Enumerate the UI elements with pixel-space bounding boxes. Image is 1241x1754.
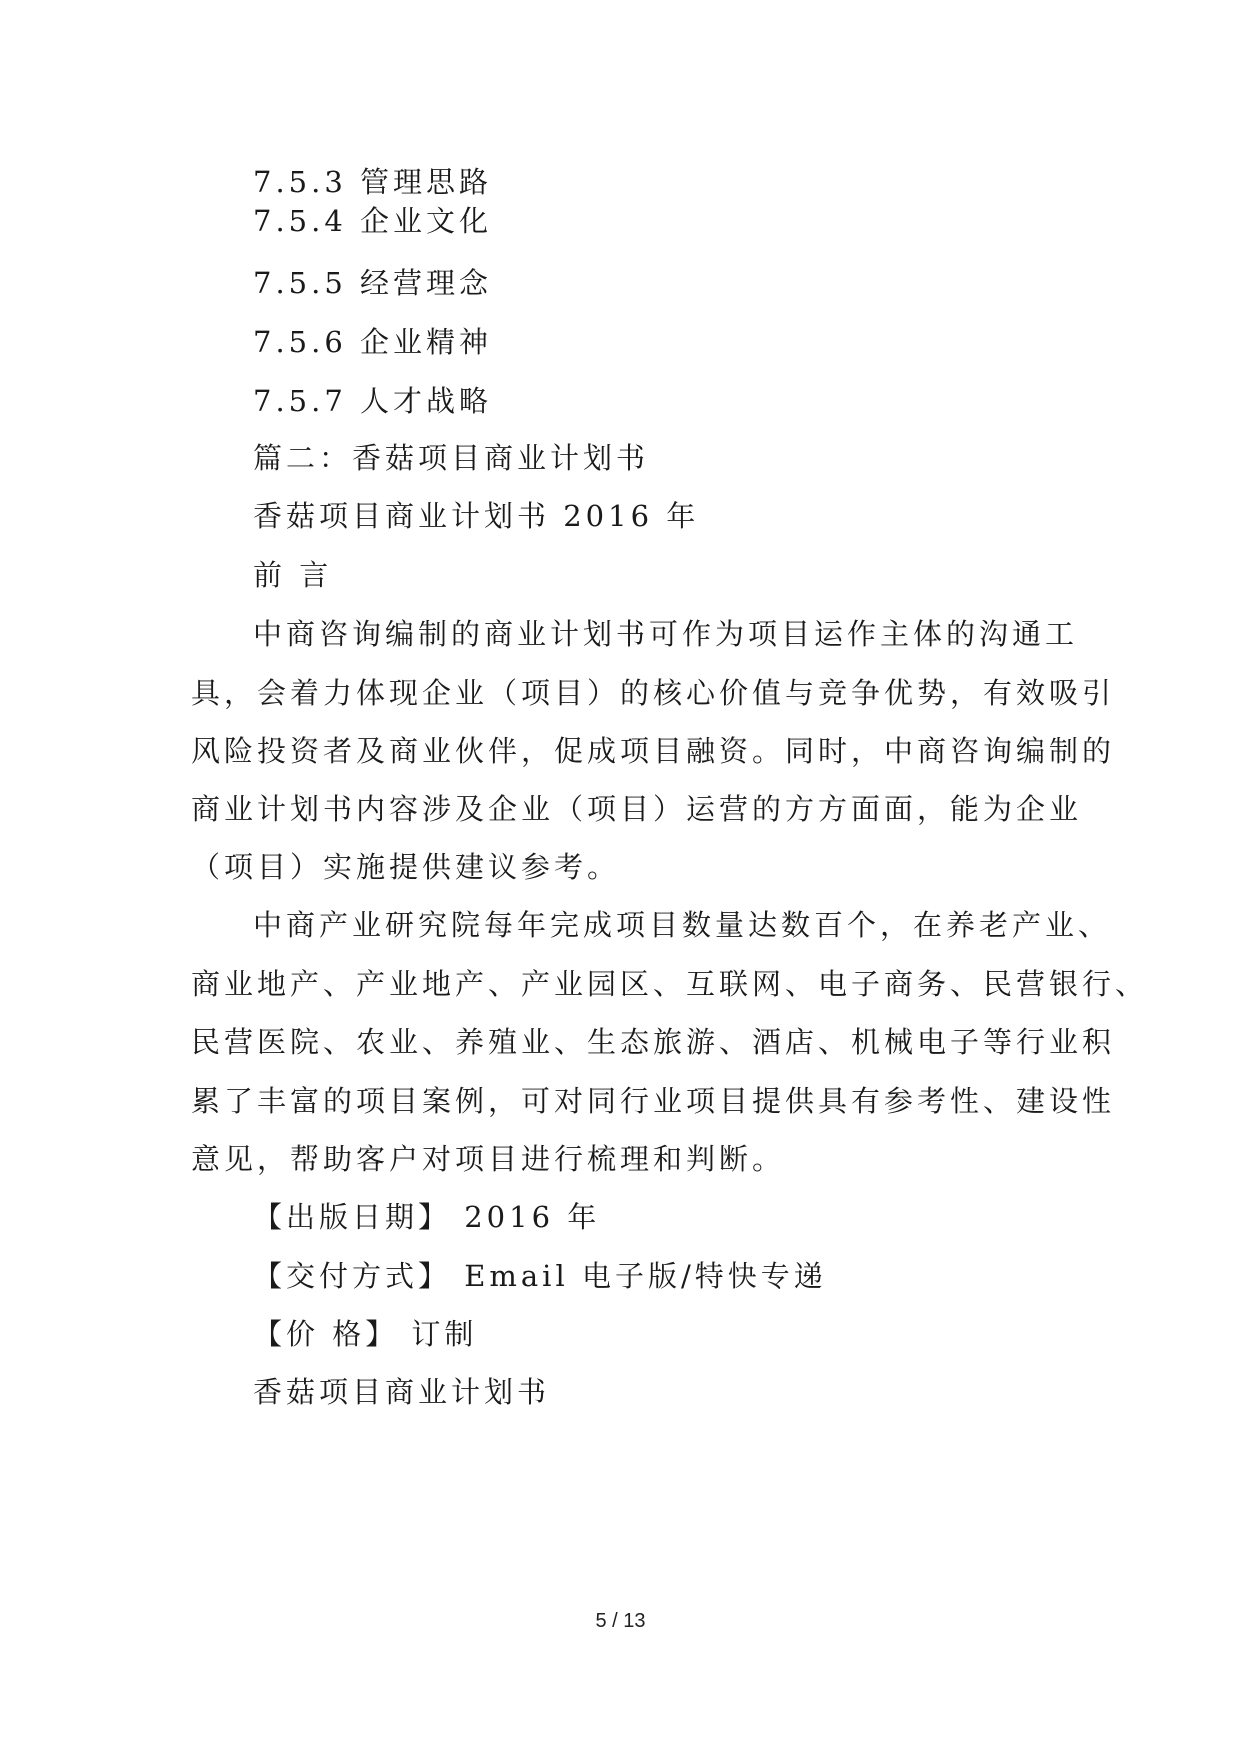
paragraph1-line: 中商咨询编制的商业计划书可作为项目运作主体的沟通工 [253,617,1079,651]
toc-item-7-5-4: 7.5.4 企业文化 [253,204,493,238]
delivery-method: 【交付方式】 Email 电子版/特快专递 [253,1259,827,1293]
paragraph2-line: 民营医院、农业、养殖业、生态旅游、酒店、机械电子等行业积 [191,1025,1116,1059]
toc-item-7-5-3: 7.5.3 管理思路 [253,165,493,199]
paragraph1-line: 风险投资者及商业伙伴，促成项目融资。同时，中商咨询编制的 [191,734,1116,768]
paragraph2-line: 商业地产、产业地产、产业园区、互联网、电子商务、民营银行、 [191,967,1149,1001]
paragraph2-line: 中商产业研究院每年完成项目数量达数百个，在养老产业、 [253,908,1112,942]
toc-item-7-5-5: 7.5.5 经营理念 [253,266,493,300]
section-heading: 篇二：香菇项目商业计划书 [253,441,650,475]
toc-item-7-5-6: 7.5.6 企业精神 [253,325,493,359]
preface-heading: 前 言 [253,558,333,592]
price: 【价 格】 订制 [253,1317,478,1351]
paragraph1-line: （项目）实施提供建议参考。 [191,850,621,884]
paragraph2-line: 意见，帮助客户对项目进行梳理和判断。 [191,1142,786,1176]
closing-title: 香菇项目商业计划书 [253,1375,551,1409]
publish-date: 【出版日期】 2016 年 [253,1200,601,1234]
document-title: 香菇项目商业计划书 2016 年 [253,499,700,533]
paragraph1-line: 商业计划书内容涉及企业（项目）运营的方方面面，能为企业 [191,792,1083,826]
page-number: 5 / 13 [595,1610,646,1632]
paragraph2-line: 累了丰富的项目案例，可对同行业项目提供具有参考性、建设性 [191,1084,1116,1118]
toc-item-7-5-7: 7.5.7 人才战略 [253,384,493,418]
paragraph1-line: 具，会着力体现企业（项目）的核心价值与竞争优势，有效吸引 [191,676,1116,710]
